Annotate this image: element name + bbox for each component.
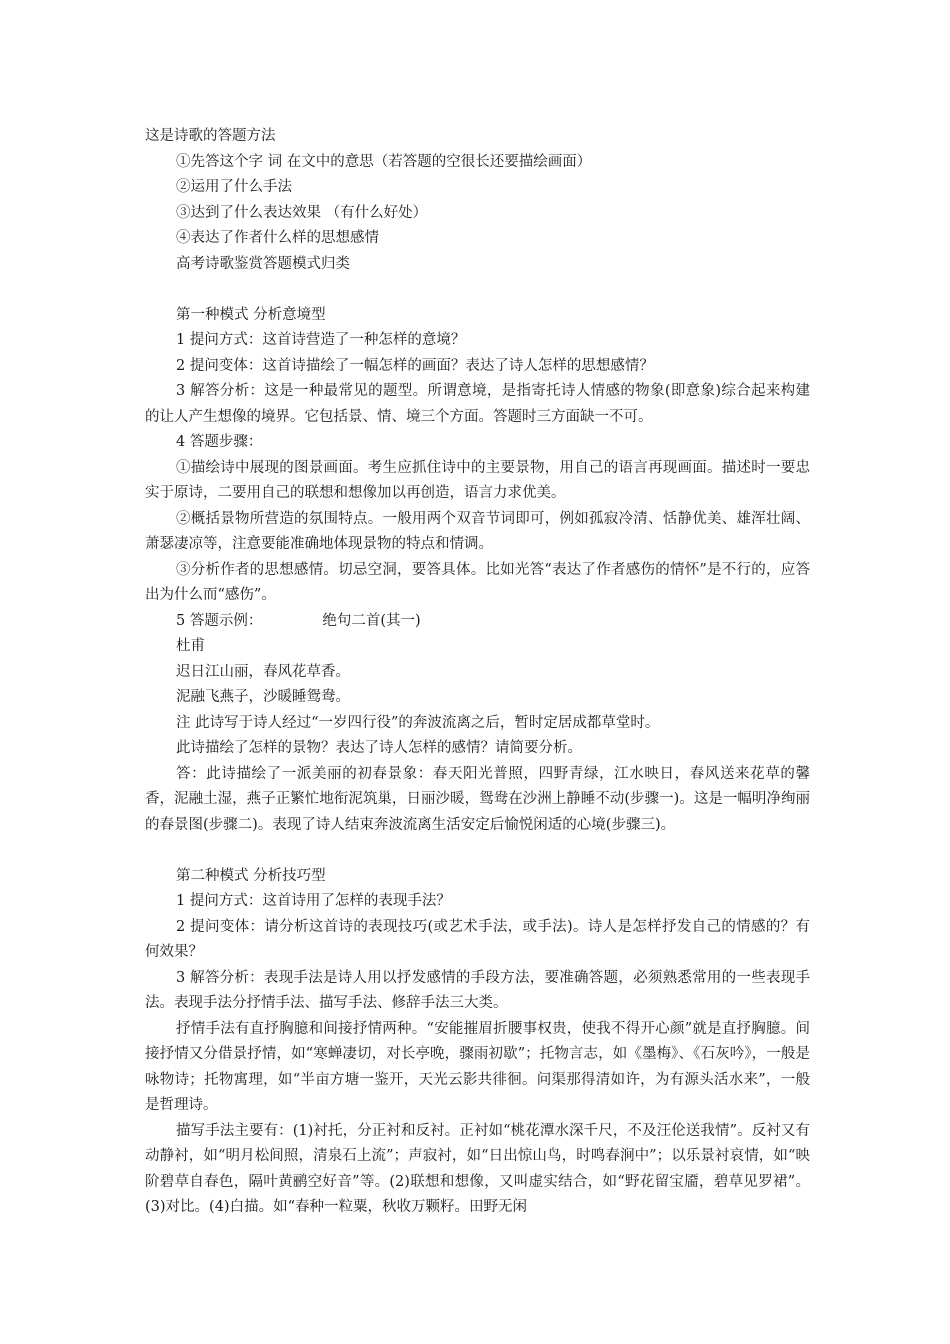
example-question: 此诗描绘了怎样的景物？表达了诗人怎样的感情？请简要分析。 [176,740,582,756]
intro-step-1: ①先答这个字 词 在文中的意思（若答题的空很长还要描绘画面） [176,153,592,170]
section-heading: 高考诗歌鉴赏答题模式归类 [176,255,350,272]
mode2-description-methods: 描写手法主要有：(1)衬托，分正衬和反衬。正衬如“桃花潭水深千尺，不及汪伦送我情”。反衬又有动静衬，如“明月松间照，清泉石上流”；声寂衬，如“日出惊山鸟，时鸣春涧中”；以乐景衬哀情，如“映阶碧草自春色，隔叶黄鹂空好音”等。(2)联想和想像，又叫虚实结合，如“野花留宝靥，碧草见罗裙”。(3)对比。(4)白描。如“春种一粒粟，秋收万颗籽。田野无闲 [145,1122,810,1215]
poem-verse-2: 泥融飞燕子，沙暖睡鸳鸯。 [176,689,350,705]
mode1-question-form: 1 提问方式：这首诗营造了一种怎样的意境？ [176,332,466,348]
mode1-example-line [145,609,810,635]
mode1-step-3: ③分析作者的思想感情。切忌空洞，要答具体。比如光答“表达了作者感伤的情怀”是不行的，应答出为什么而“感伤”。 [145,561,810,603]
intro-step-3: ③达到了什么表达效果 （有什么好处） [176,204,428,221]
mode2-lyric-methods: 抒情手法有直抒胸臆和间接抒情两种。“安能摧眉折腰事权贵，使我不得开心颜”就是直抒胸臆。间接抒情又分借景抒情，如“寒蝉凄切，对长亭晚，骤雨初歇”；托物言志，如《墨梅》、《石灰吟》，一般是咏物诗；托物寓理，如“半亩方塘一鉴开，天光云影共徘徊。问渠那得清如许，为有源头活水来”，一般是哲理诗。 [145,1020,810,1113]
spacer [145,277,810,303]
mode2-question-form: 1 提问方式：这首诗用了怎样的表现手法？ [176,893,451,909]
intro-title: 这是诗歌的答题方法 [145,128,276,144]
mode2-question-variant: 2 提问变体：请分析这首诗的表现技巧(或艺术手法，或手法)。诗人是怎样抒发自己的情感的？有何效果？ [145,918,810,960]
document-body [145,124,810,1221]
mode1-step-2: ②概括景物所营造的氛围特点。一般用两个双音节词即可，例如孤寂冷清、恬静优美、雄浑壮阔、萧瑟凄凉等，注意要能准确地体现景物的特点和情调。 [145,510,810,552]
poem-verse-1: 迟日江山丽，春风花草香。 [176,663,350,680]
mode1-analysis: 3 解答分析：这是一种最常见的题型。所谓意境，是指寄托诗人情感的物象(即意象)综合起来构建的让人产生想像的境界。它包括景、情、境三个方面。答题时三方面缺一不可。 [145,383,810,425]
mode1-example-label: 5 答题示例： [176,612,263,629]
mode2-heading: 第二种模式 分析技巧型 [176,867,326,884]
poet-name: 杜甫 [176,638,205,654]
intro-step-2: ②运用了什么手法 [176,179,292,195]
mode1-heading: 第一种模式 分析意境型 [176,306,326,323]
intro-step-4: ④表达了作者什么样的思想感情 [176,230,379,246]
mode1-steps-label: 4 答题步骤： [176,434,263,450]
spacer [145,838,810,864]
poem-title: 绝句二首(其一) [322,612,421,629]
mode2-analysis: 3 解答分析：表现手法是诗人用以抒发感情的手段方法，要准确答题，必须熟悉常用的一些表现手法。表现手法分抒情手法、描写手法、修辞手法三大类。 [145,969,810,1011]
mode1-question-variant: 2 提问变体：这首诗描绘了一幅怎样的画面？表达了诗人怎样的思想感情？ [176,357,654,374]
example-answer: 答：此诗描绘了一派美丽的初春景象：春天阳光普照，四野青绿，江水映日，春风送来花草的馨香，泥融土湿，燕子正繁忙地衔泥筑巢，日丽沙暖，鸳鸯在沙洲上静睡不动(步骤一)。这是一幅明净绚丽的春景图(步骤二)。表现了诗人结束奔波流离生活安定后愉悦闲适的心境(步骤三)。 [145,765,810,833]
poem-note: 注 此诗写于诗人经过“一岁四行役”的奔波流离之后，暂时定居成都草堂时。 [176,714,660,731]
mode1-step-1: ①描绘诗中展现的图景画面。考生应抓住诗中的主要景物，用自己的语言再现画面。描述时一要忠实于原诗，二要用自己的联想和想像加以再创造，语言力求优美。 [145,459,810,501]
